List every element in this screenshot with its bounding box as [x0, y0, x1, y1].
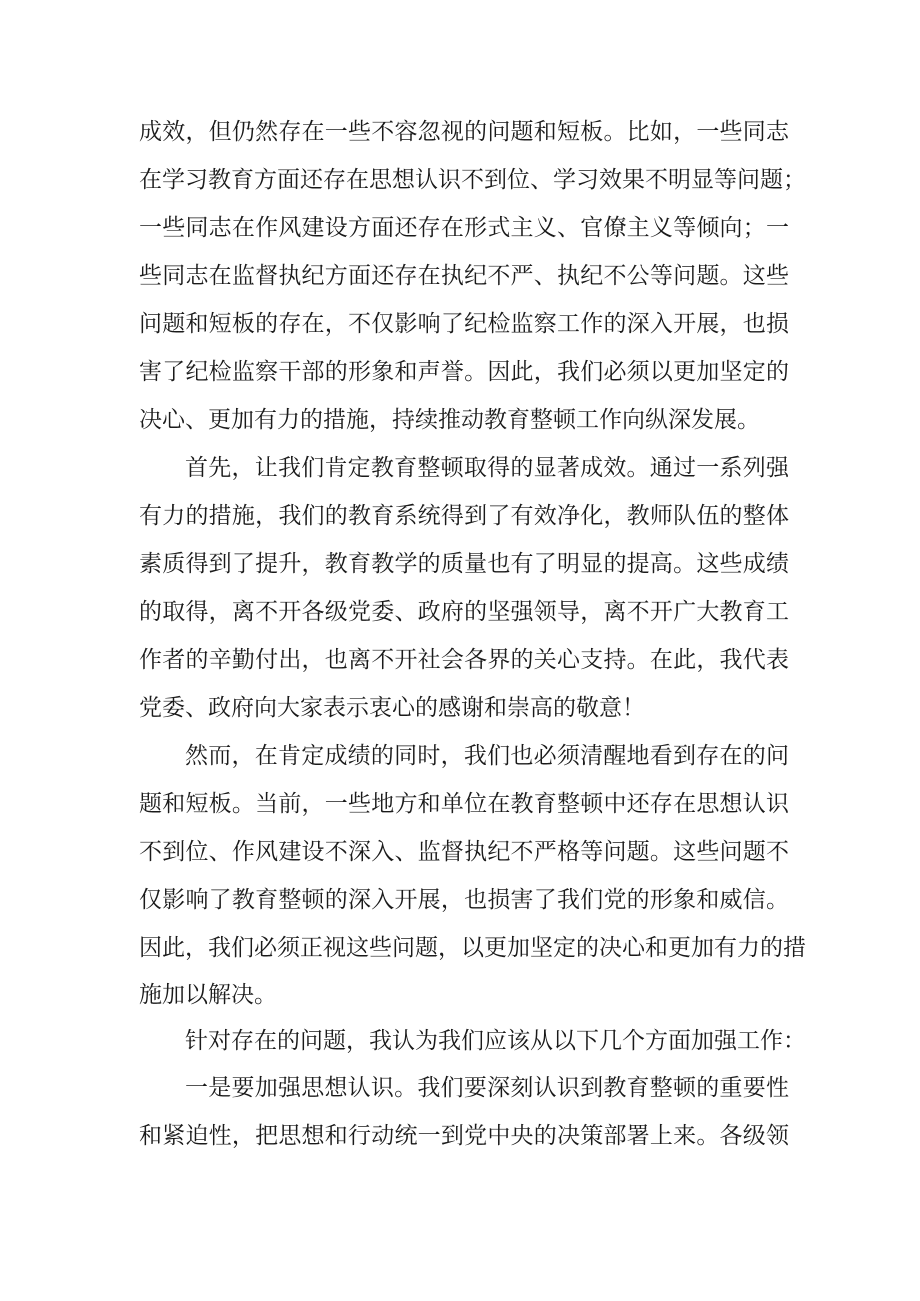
text-line: 一些同志在作风建设方面还存在形式主义、官僚主义等倾向；一	[139, 215, 789, 241]
text-line: 不到位、作风建设不深入、监督执纪不严格等问题。这些问题不	[139, 839, 789, 865]
text-line: 仅影响了教育整顿的深入开展，也损害了我们党的形象和威信。	[139, 887, 789, 913]
paragraph-first-line: 针对存在的问题，我认为我们应该从以下几个方面加强工作：	[185, 1028, 806, 1054]
text-line: 素质得到了提升，教育教学的质量也有了明显的提高。这些成绩	[139, 551, 789, 577]
text-line: 些同志在监督执纪方面还存在执纪不严、执纪不公等问题。这些	[139, 263, 789, 289]
paragraph-first-line: 一是要加强思想认识。我们要深刻认识到教育整顿的重要性	[185, 1075, 789, 1101]
text-line: 施加以解决。	[139, 982, 277, 1008]
text-line: 党委、政府向大家表示衷心的感谢和崇高的敬意！	[139, 695, 645, 721]
text-line: 因此，我们必须正视这些问题，以更加坚定的决心和更加有力的措	[139, 935, 806, 961]
text-line: 在学习教育方面还存在思想认识不到位、学习效果不明显等问题；	[139, 167, 806, 193]
text-line: 的取得，离不开各级党委、政府的坚强领导，离不开广大教育工	[139, 599, 789, 625]
text-line: 成效，但仍然存在一些不容忽视的问题和短板。比如，一些同志	[139, 119, 789, 145]
text-line: 问题和短板的存在，不仅影响了纪检监察工作的深入开展，也损	[139, 311, 789, 337]
paragraph-first-line: 首先，让我们肯定教育整顿取得的显著成效。通过一系列强	[185, 455, 789, 481]
text-line: 和紧迫性，把思想和行动统一到党中央的决策部署上来。各级领	[139, 1123, 789, 1149]
text-line: 题和短板。当前，一些地方和单位在教育整顿中还存在思想认识	[139, 791, 789, 817]
text-line: 有力的措施，我们的教育系统得到了有效净化，教师队伍的整体	[139, 503, 789, 529]
text-line: 作者的辛勤付出，也离不开社会各界的关心支持。在此，我代表	[139, 647, 789, 673]
paragraph-first-line: 然而，在肯定成绩的同时，我们也必须清醒地看到存在的问	[185, 743, 789, 769]
text-line: 决心、更加有力的措施，持续推动教育整顿工作向纵深发展。	[139, 407, 760, 433]
text-line: 害了纪检监察干部的形象和声誉。因此，我们必须以更加坚定的	[139, 359, 789, 385]
document-body	[139, 108, 806, 1160]
